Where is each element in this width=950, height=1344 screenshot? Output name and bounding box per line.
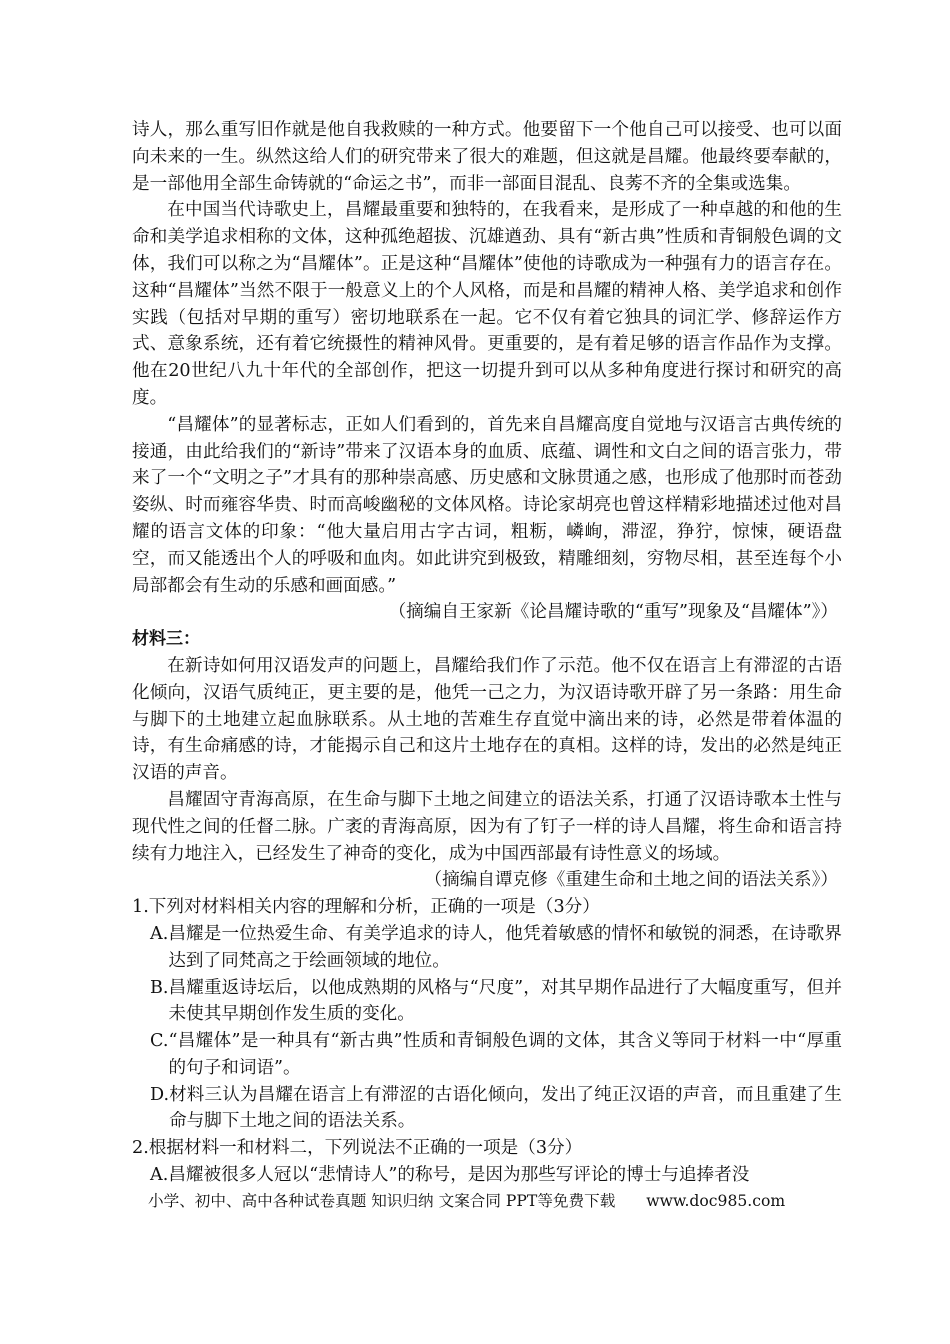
option-text: “昌耀体”是一种具有“新古典”性质和青铜般色调的文体，其含义等同于材料一中“厚重的句子和词语”。 [168,1031,842,1078]
option-text: 昌耀重返诗坛后，以他成熟期的风格与“尺度”，对其早期作品进行了大幅度重写，但并未使其早期创作发生质的变化。 [168,977,842,1025]
material2-paragraph-3: “昌耀体”的显著标志，正如人们看到的，首先来自昌耀高度自觉地与汉语言古典传统的接通，由此给我们的“新诗”带来了汉语本身的血质、底蕴、调性和文白之间的语言张力，带来了一个“文明之子”才具有的那种崇高感、历史感和文脉贯通之感，也形成了他那时而苍劲姿纵、时而雍容华贵、时而高峻幽秘的文体风格。诗论家胡亮也曾这样精彩地描述过他对昌耀的语言文体的印象：“他大量启用古字古词，粗粝，嶙峋，滞涩，狰狞，惊悚，硬语盘空，而又能透出个人的呼吸和血肉。如此讲究到极致，精雕细刻，穷物尽相，甚至连每个小局部都会有生动的乐感和画面感。” [132,414,842,596]
option-text: 昌耀被很多人冠以“悲情诗人”的称号，是因为那些写评论的博士与追捧者没 [168,1165,750,1186]
option-d [150,1082,842,1136]
option-letter: A. [150,923,169,944]
option-letter: A. [150,1165,169,1186]
footer-url[interactable]: www.doc985.com [646,1192,786,1210]
page-footer [148,1190,848,1212]
option-text: 材料三认为昌耀在语言上有滞涩的古语化倾向，发出了纯正汉语的声音，而且重建了生命与脚下土地之间的语法关系。 [169,1084,842,1132]
question-1 [132,894,842,1135]
footer-text: 小学、初中、高中各种试卷真题 知识归纳 文案合同 PPT等免费下载 [148,1192,616,1210]
option-list [132,921,842,1135]
option-text: 昌耀是一位热爱生命、有美学追求的诗人，他凭着敏感的情怀和敏锐的洞悉，在诗歌界达到了同梵高之于绘画领域的地位。 [168,923,842,971]
material3-paragraph-2: 昌耀固守青海高原，在生命与脚下土地之间建立的语法关系，打通了汉语诗歌本土性与现代性之间的任督二脉。广袤的青海高原，因为有了钉子一样的诗人昌耀，将生命和语言持续有力地注入，已经发生了神奇的变化，成为中国西部最有诗性意义的场域。 [132,789,842,864]
material3-paragraph-1: 在新诗如何用汉语发声的问题上，昌耀给我们作了示范。他不仅在语言上有滞涩的古语化倾向，汉语气质纯正，更主要的是，他凭一己之力，为汉语诗歌开辟了另一条路：用生命与脚下的土地建立起血脉联系。从土地的苦难生存直觉中滴出来的诗，必然是带着体温的诗，有生命痛感的诗，才能揭示自己和这片土地存在的真相。这样的诗，发出的必然是纯正汉语的声音。 [132,655,842,784]
option-list [132,1162,842,1189]
material3-heading: 材料三： [132,629,200,650]
material2-paragraph-2: 在中国当代诗歌史上，昌耀最重要和独特的，在我看来，是形成了一种卓越的和他的生命和美学追求相称的文体，这种孤绝超拔、沉雄遒劲、具有“新古典”性质和青铜般色调的文体，我们可以称之为“昌耀体”。正是这种“昌耀体”使他的诗歌成为一种强有力的语言存在。这种“昌耀体”当然不限于一般意义上的个人风格，而是和昌耀的精神人格、美学追求和创作实践（包括对早期的重写）密切地联系在一起。它不仅有着它独具的词汇学、修辞运作方式、意象系统，还有着它统摄性的精神风骨。更重要的，是有着足够的语言作品作为支撑。他在20世纪八九十年代的全部创作，把这一切提升到可以从多种角度进行探讨和研究的高度。 [132,200,842,408]
material2-source: （摘编自王家新《论昌耀诗歌的“重写”现象及“昌耀体”》） [388,602,838,623]
option-letter: B. [150,977,169,998]
option-letter: D. [150,1084,170,1105]
question-stem: 2.根据材料一和材料二，下列说法不正确的一项是（3分） [132,1138,583,1159]
option-letter: C. [150,1031,169,1052]
option-b [150,975,842,1029]
question-2 [132,1135,842,1189]
option-c [150,1028,842,1082]
document-page [132,117,842,1189]
question-stem: 1.下列对材料相关内容的理解和分析，正确的一项是（3分） [132,897,600,918]
material3-source: （摘编自谭克修《重建生命和土地之间的语法关系》） [424,870,838,891]
material2-paragraph-1: 诗人，那么重写旧作就是他自我救赎的一种方式。他要留下一个他自己可以接受、也可以面向未来的一生。纵然这给人们的研究带来了很大的难题，但这就是昌耀。他最终要奉献的，是一部他用全部生命铸就的“命运之书”，而非一部面目混乱、良莠不齐的全集或选集。 [132,120,842,194]
option-a [150,1162,842,1189]
option-a [150,921,842,975]
